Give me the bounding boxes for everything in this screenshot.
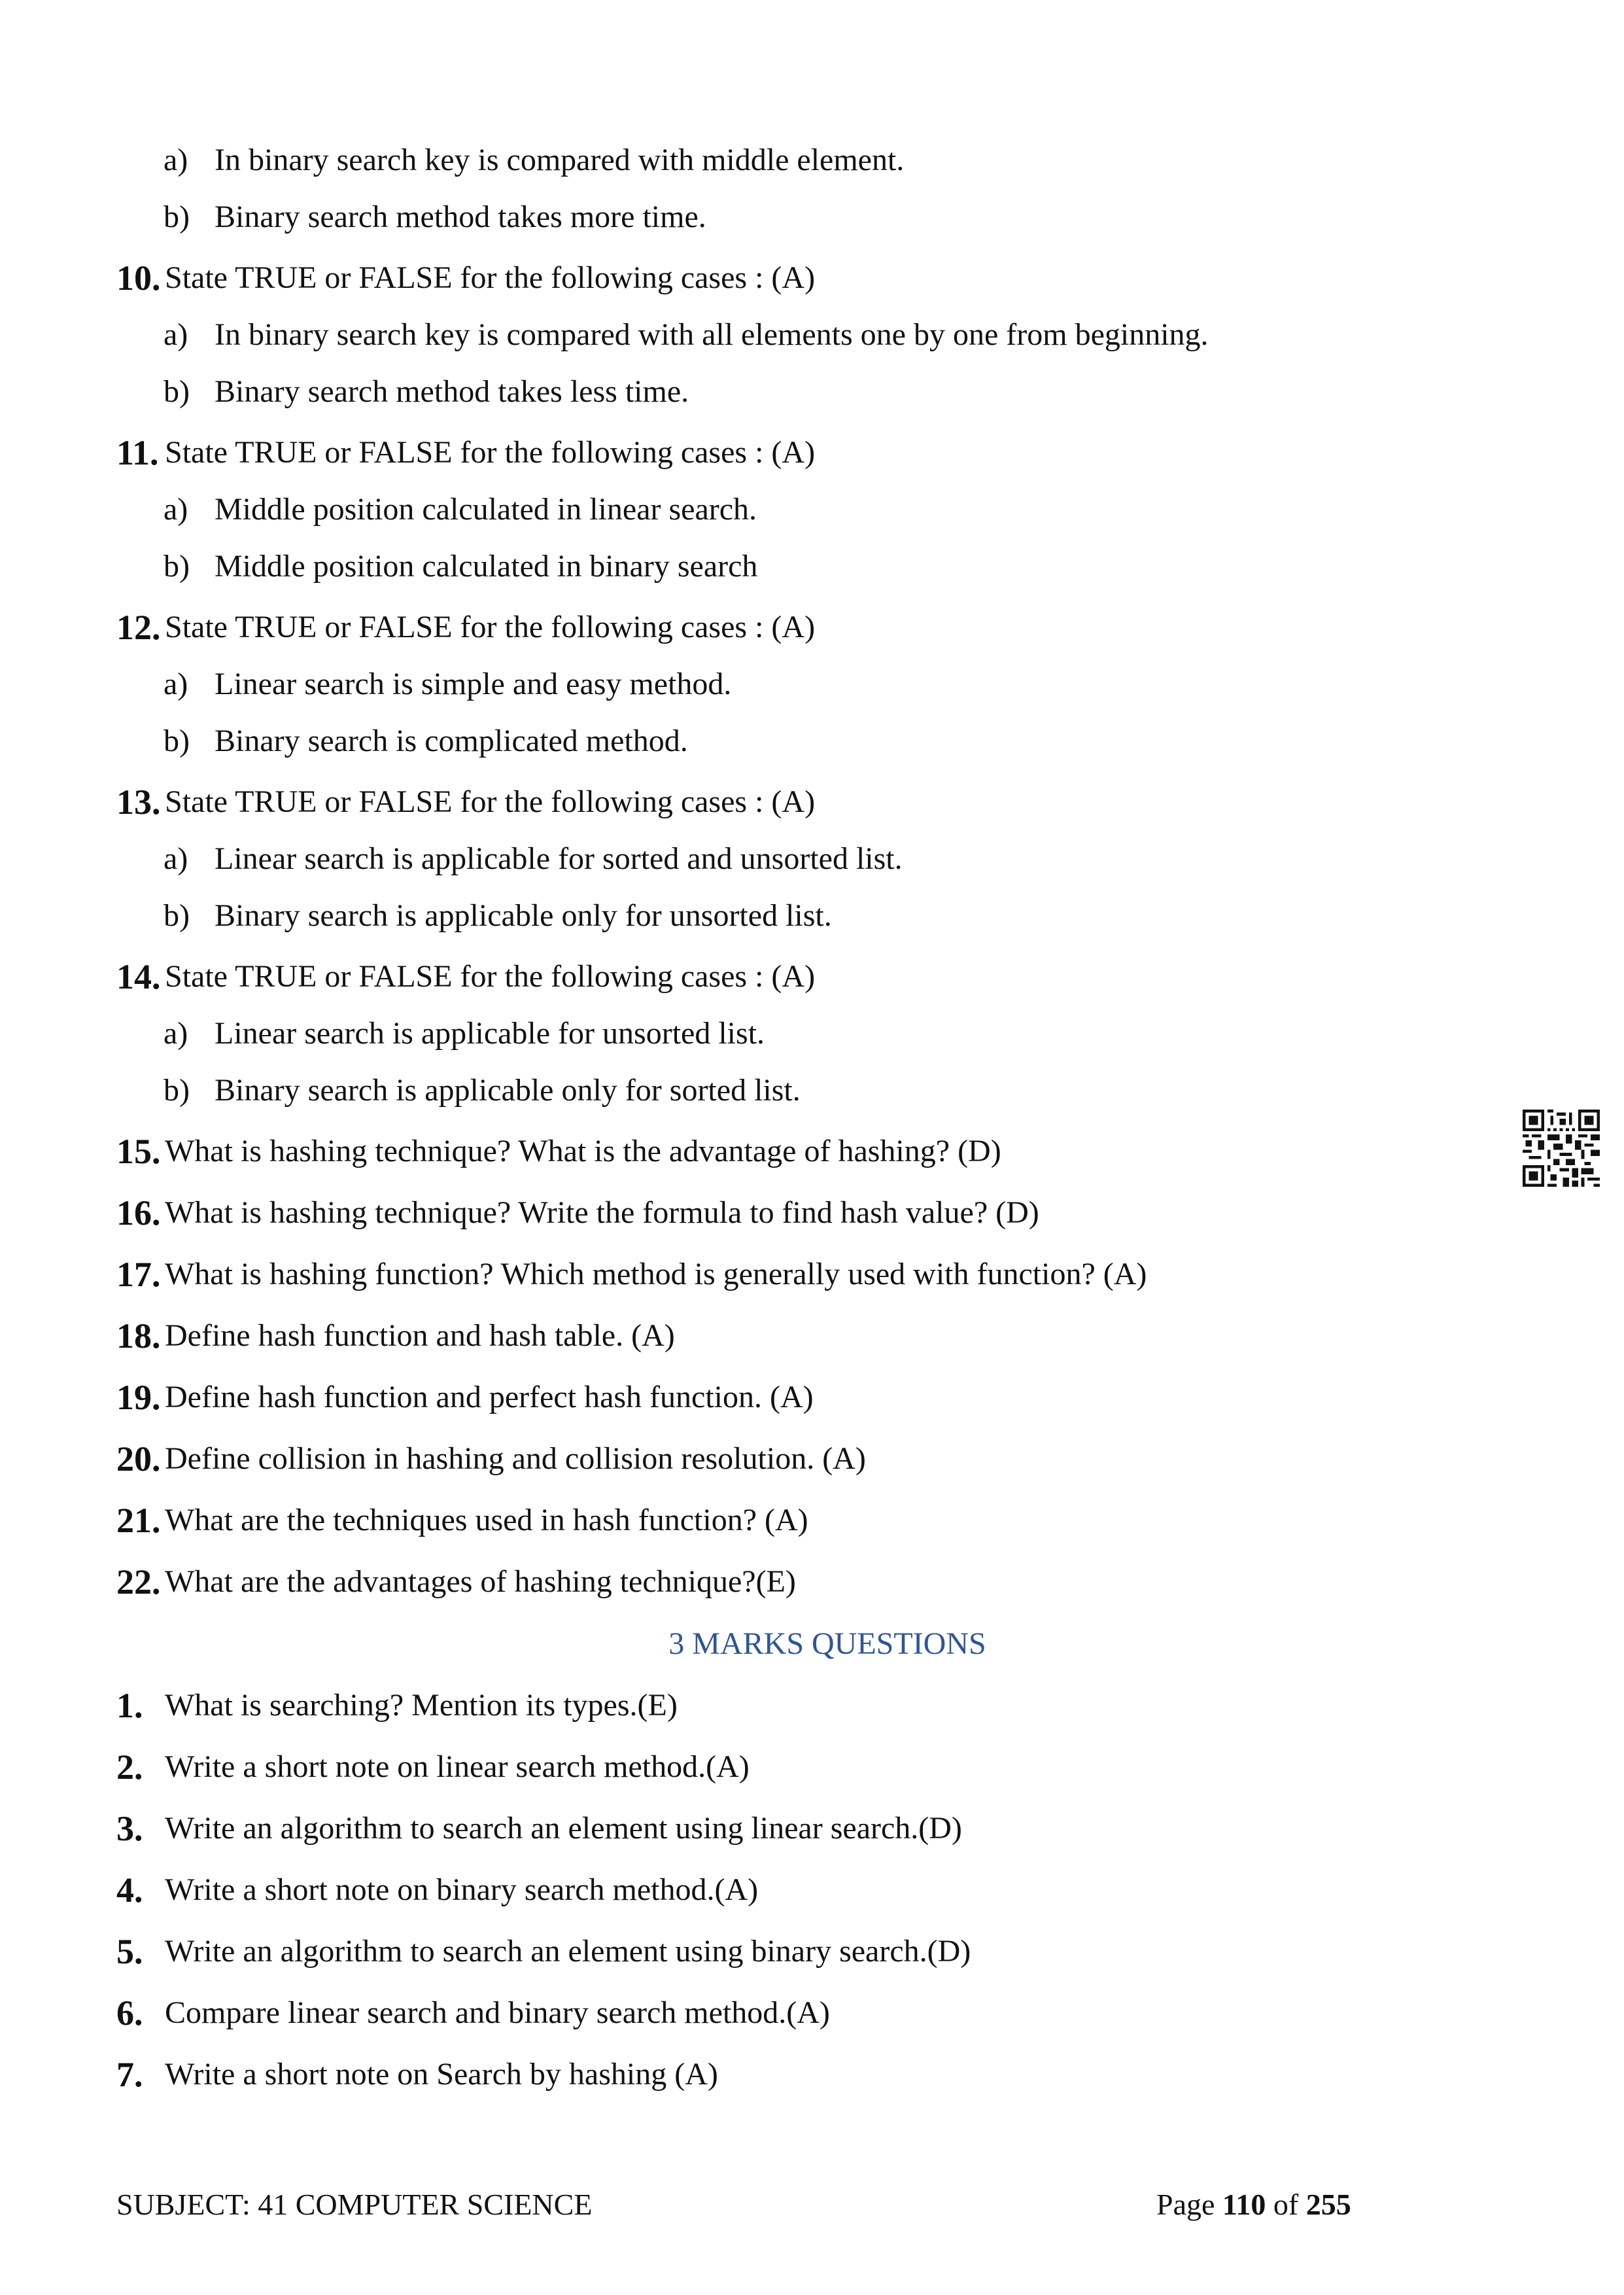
option-line xyxy=(0,654,1439,715)
current-page: 110 xyxy=(1222,2188,1266,2221)
option-label: a) xyxy=(164,317,188,352)
question-line xyxy=(0,2044,1439,2105)
question-text: What is searching? Mention its types.(E) xyxy=(165,1688,678,1723)
option-label: a) xyxy=(164,143,188,177)
option-text: Linear search is simple and easy method. xyxy=(215,667,732,701)
option-text: Binary search is applicable only for unsorted list. xyxy=(215,898,832,933)
question-line xyxy=(0,247,1439,309)
question-line xyxy=(0,597,1439,658)
option-text: Binary search is applicable only for sorted list. xyxy=(215,1073,801,1108)
option-line xyxy=(0,828,1439,890)
question-line xyxy=(0,1859,1439,1921)
question-number: 4. xyxy=(116,1870,143,1910)
option-label: a) xyxy=(164,492,188,527)
question-number: 2. xyxy=(116,1747,143,1787)
option-line xyxy=(0,130,1439,191)
question-number: 12. xyxy=(116,608,161,647)
question-number: 5. xyxy=(116,1932,143,1971)
question-number: 17. xyxy=(116,1255,161,1294)
option-label: b) xyxy=(164,549,190,584)
option-text: Binary search method takes more time. xyxy=(215,200,706,234)
option-text: Middle position calculated in binary search xyxy=(215,549,758,584)
question-number: 18. xyxy=(116,1316,161,1356)
question-line xyxy=(0,1798,1439,1859)
question-text: State TRUE or FALSE for the following cases : (A) xyxy=(165,260,816,295)
question-line xyxy=(0,1736,1439,1798)
question-line xyxy=(0,1982,1439,2044)
option-text: Binary search is complicated method. xyxy=(215,724,688,758)
question-line xyxy=(0,946,1439,1007)
question-text: Write a short note on binary search method.(A) xyxy=(165,1872,759,1907)
option-label: b) xyxy=(164,898,190,933)
question-number: 6. xyxy=(116,1993,143,2033)
option-line xyxy=(0,479,1439,540)
question-text: State TRUE or FALSE for the following cases : (A) xyxy=(165,784,816,819)
question-number: 1. xyxy=(116,1686,143,1725)
question-number: 11. xyxy=(116,433,159,472)
option-label: b) xyxy=(164,1073,190,1108)
question-text: What is hashing technique? Write the formula to find hash value? (D) xyxy=(165,1195,1039,1230)
question-line xyxy=(0,1675,1439,1736)
question-number: 14. xyxy=(116,957,161,996)
question-text: State TRUE or FALSE for the following cases : (A) xyxy=(165,610,816,644)
option-text: Middle position calculated in linear search. xyxy=(215,492,757,527)
question-line xyxy=(0,1182,1439,1244)
option-line xyxy=(0,186,1439,248)
option-label: a) xyxy=(164,841,188,876)
question-line xyxy=(0,1244,1439,1305)
question-number: 13. xyxy=(116,782,161,822)
question-text: What is hashing technique? What is the advantage of hashing? (D) xyxy=(165,1134,1001,1168)
question-line xyxy=(0,422,1439,483)
option-text: Linear search is applicable for sorted and unsorted list. xyxy=(215,841,903,876)
question-number: 16. xyxy=(116,1193,161,1233)
question-number: 10. xyxy=(116,258,161,298)
question-line xyxy=(0,1551,1439,1613)
option-text: In binary search key is compared with middle element. xyxy=(215,143,905,177)
question-number: 19. xyxy=(116,1378,161,1417)
question-line xyxy=(0,1490,1439,1551)
option-line xyxy=(0,885,1439,947)
option-line xyxy=(0,536,1439,597)
question-text: Write an algorithm to search an element using binary search.(D) xyxy=(165,1934,971,1969)
question-number: 3. xyxy=(116,1809,143,1848)
option-line xyxy=(0,1060,1439,1121)
option-line xyxy=(0,304,1439,366)
option-label: b) xyxy=(164,374,190,409)
option-line xyxy=(0,361,1439,423)
page-of: of xyxy=(1273,2188,1299,2221)
question-line xyxy=(0,1428,1439,1490)
question-text: Write a short note on linear search method.(A) xyxy=(165,1749,750,1784)
question-number: 7. xyxy=(116,2055,143,2094)
question-text: Write an algorithm to search an element using linear search.(D) xyxy=(165,1811,962,1846)
question-line xyxy=(0,1121,1439,1182)
question-text: What are the advantages of hashing technique?(E) xyxy=(165,1564,796,1599)
question-number: 21. xyxy=(116,1501,161,1540)
section-heading: 3 MARKS QUESTIONS xyxy=(668,1626,986,1661)
question-text: Compare linear search and binary search method.(A) xyxy=(165,1995,830,2030)
option-line xyxy=(0,710,1439,772)
question-number: 15. xyxy=(116,1132,161,1171)
question-number: 20. xyxy=(116,1439,161,1479)
option-label: a) xyxy=(164,667,188,701)
question-line xyxy=(0,1367,1439,1428)
question-text: Write a short note on Search by hashing (A) xyxy=(165,2057,718,2092)
question-text: What are the techniques used in hash function? (A) xyxy=(165,1503,808,1537)
question-text: State TRUE or FALSE for the following cases : (A) xyxy=(165,959,816,994)
total-pages: 255 xyxy=(1305,2188,1351,2221)
qr-code-icon xyxy=(1523,1110,1600,1187)
option-line xyxy=(0,1003,1439,1064)
option-text: In binary search key is compared with all elements one by one from beginning. xyxy=(215,317,1209,352)
question-line xyxy=(0,1921,1439,1982)
option-label: b) xyxy=(164,724,190,758)
question-number: 22. xyxy=(116,1562,161,1602)
question-text: Define hash function and perfect hash function. (A) xyxy=(165,1380,814,1414)
footer-page-number xyxy=(1156,2185,1351,2224)
page-prefix: Page xyxy=(1156,2188,1215,2221)
option-text: Linear search is applicable for unsorted list. xyxy=(215,1016,765,1051)
question-text: State TRUE or FALSE for the following cases : (A) xyxy=(165,435,816,470)
footer-subject: SUBJECT: 41 COMPUTER SCIENCE xyxy=(116,2188,593,2221)
option-label: b) xyxy=(164,200,190,234)
question-text: Define hash function and hash table. (A) xyxy=(165,1318,675,1353)
question-text: Define collision in hashing and collision resolution. (A) xyxy=(165,1441,866,1476)
question-text: What is hashing function? Which method is generally used with function? (A) xyxy=(165,1257,1147,1291)
question-line xyxy=(0,771,1439,833)
question-line xyxy=(0,1305,1439,1367)
option-label: a) xyxy=(164,1016,188,1051)
option-text: Binary search method takes less time. xyxy=(215,374,689,409)
